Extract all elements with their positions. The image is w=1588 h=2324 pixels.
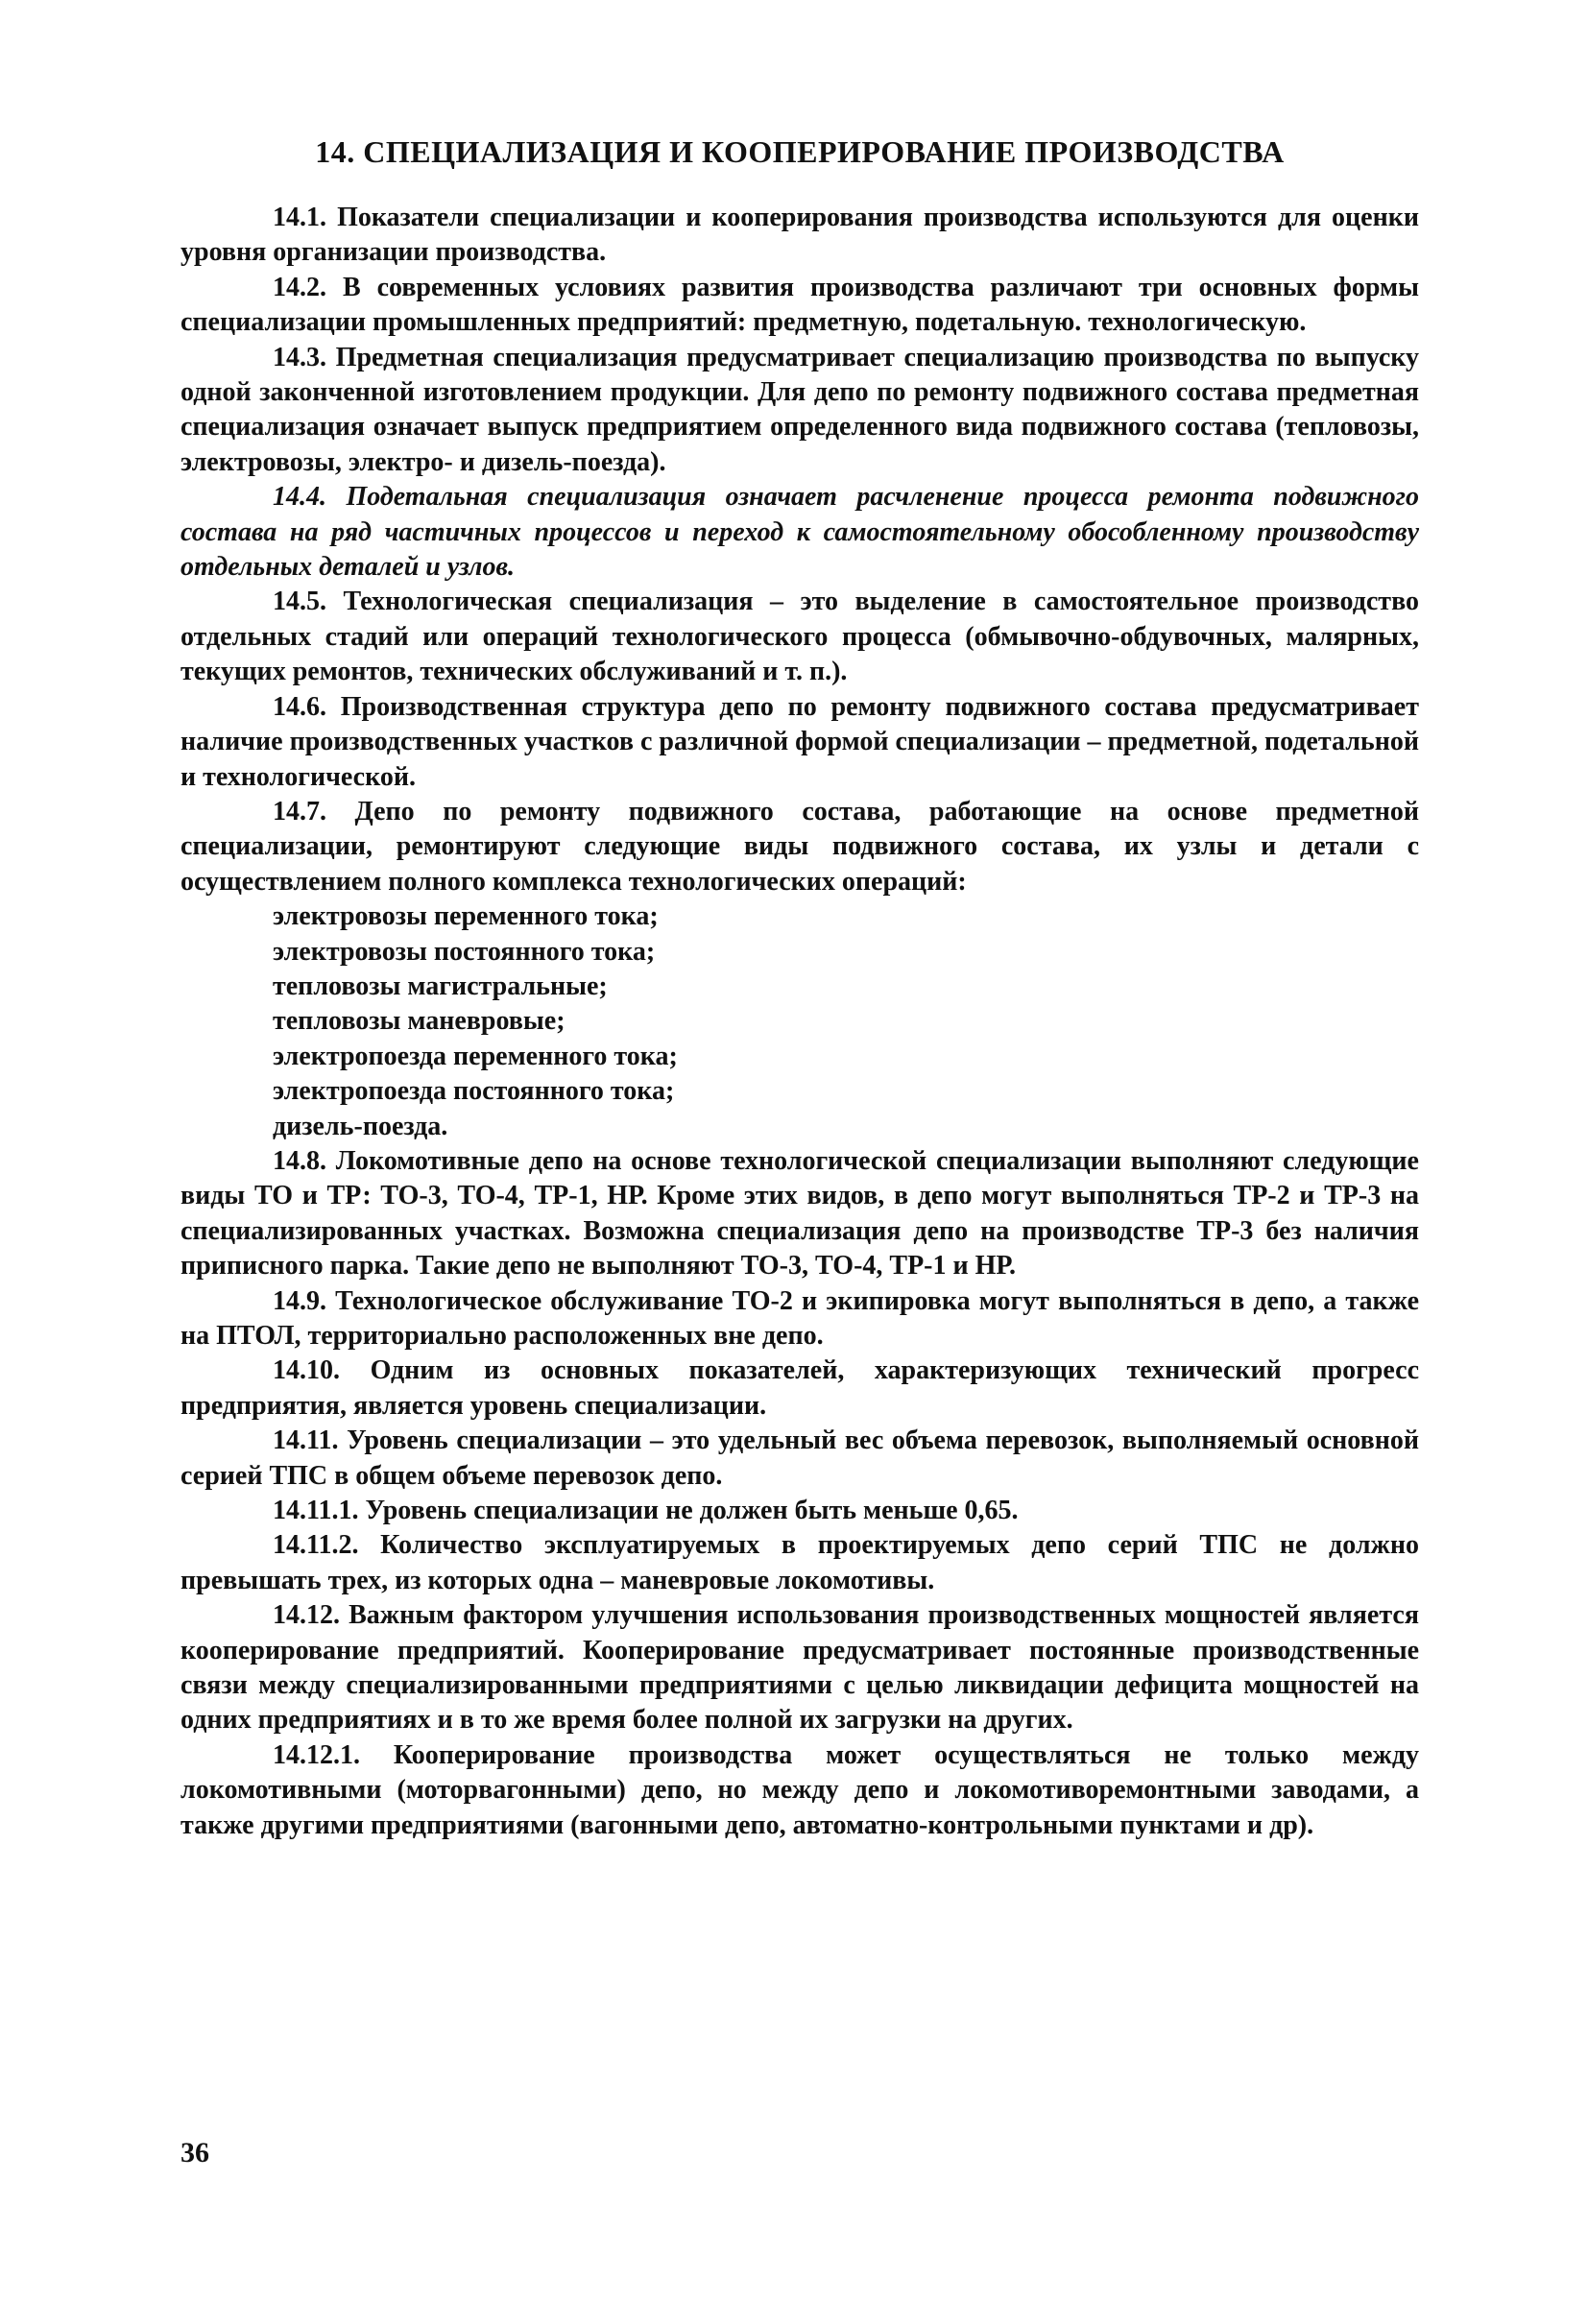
page-number: 36: [180, 2137, 209, 2168]
list-item: дизель-поезда.: [273, 1111, 448, 1141]
paragraph-14-8: 14.8. Локомотивные депо на основе технологической специализации выполняют следующие виды ТО и ТР: ТО-3, ТО-4, ТР-1, НР. Кроме этих видов, в депо могут выполняться ТР-2 и ТР-3 на специализированных участках. Возможна специализация депо на производстве ТР-3 без наличия приписного парка. Такие депо не выполняют ТО-3, ТО-4, ТР-1 и НР.: [180, 1145, 1419, 1282]
paragraph-14-7: 14.7. Депо по ремонту подвижного состава, работающие на основе предметной специализации, ремонтируют следующие виды подвижного состава, их узлы и детали с осуществлением полного комплекса технологических операций:: [180, 796, 1419, 897]
paragraph-14-12-1: 14.12.1. Кооперирование производства может осуществляться не только между локомотивными (моторвагонными) депо, но между депо и локомотиворемонтными заводами, а также другими предприятиями (вагонными депо, автоматно-контрольными пунктами и др).: [180, 1739, 1419, 1840]
paragraph-14-12: 14.12. Важным фактором улучшения использования производственных мощностей является кооперирование предприятий. Кооперирование предусматривает постоянные производственные связи между специализированными предприятиями с целью ликвидации дефицита мощностей на одних предприятиях и в то же время более полной их загрузки на других.: [180, 1600, 1419, 1736]
paragraph-14-9: 14.9. Технологическое обслуживание ТО-2 и экипировка могут выполняться в депо, а также на ПТОЛ, территориально расположенных вне депо.: [180, 1285, 1419, 1351]
list-item: электровозы постоянного тока;: [273, 936, 656, 967]
list-item: тепловозы магистральные;: [273, 970, 608, 1001]
list-item: электропоезда переменного тока;: [273, 1041, 678, 1071]
paragraph-14-2: 14.2. В современных условиях развития производства различают три основных формы специализации промышленных предприятий: предметную, подетальную. технологическую.: [180, 272, 1419, 338]
rolling-stock-list: [180, 899, 1419, 1144]
paragraph-14-5: 14.5. Технологическая специализация – это выделение в самостоятельное производство отдельных стадий или операций технологического процесса (обмывочно-обдувочных, малярных, текущих ремонтов, технических обслуживаний и т. п.).: [180, 587, 1419, 687]
paragraph-14-11: 14.11. Уровень специализации – это удельный вес объема перевозок, выполняемый основной серией ТПС в общем объеме перевозок депо.: [180, 1426, 1419, 1491]
paragraph-14-11-1: 14.11.1. Уровень специализации не должен быть меньше 0,65.: [273, 1496, 1019, 1526]
list-item: электровозы переменного тока;: [273, 901, 659, 932]
paragraph-14-4: 14.4. Подетальная специализация означает расчленение процесса ремонта подвижного состава на ряд частичных процессов и переход к самостоятельному обособленному производству отдельных деталей и узлов.: [180, 482, 1419, 583]
document-page: [180, 134, 1419, 1843]
paragraph-14-3: 14.3. Предметная специализация предусматривает специализацию производства по выпуску одной законченной изготовлением продукции. Для депо по ремонту подвижного состава предметная специализация означает выпуск предприятием определенного вида подвижного состава (тепловозы, электровозы, электро- и дизель-поезда).: [180, 342, 1419, 477]
paragraph-14-6: 14.6. Производственная структура депо по ремонту подвижного состава предусматривает наличие производственных участков с различной формой специализации – предметной, подетальной и технологической.: [180, 691, 1419, 792]
list-item: тепловозы маневровые;: [273, 1006, 565, 1037]
section-title: 14. СПЕЦИАЛИЗАЦИЯ И КООПЕРИРОВАНИЕ ПРОИЗВОДСТВА: [315, 134, 1285, 169]
paragraph-14-10: 14.10. Одним из основных показателей, характеризующих технический прогресс предприятия, является уровень специализации.: [180, 1355, 1419, 1421]
paragraph-14-1: 14.1. Показатели специализации и кооперирования производства используются для оценки уровня организации производства.: [180, 203, 1419, 268]
list-item: электропоезда постоянного тока;: [273, 1076, 675, 1107]
paragraph-14-11-2: 14.11.2. Количество эксплуатируемых в проектируемых депо серий ТПС не должно превышать трех, из которых одна – маневровые локомотивы.: [180, 1530, 1419, 1595]
